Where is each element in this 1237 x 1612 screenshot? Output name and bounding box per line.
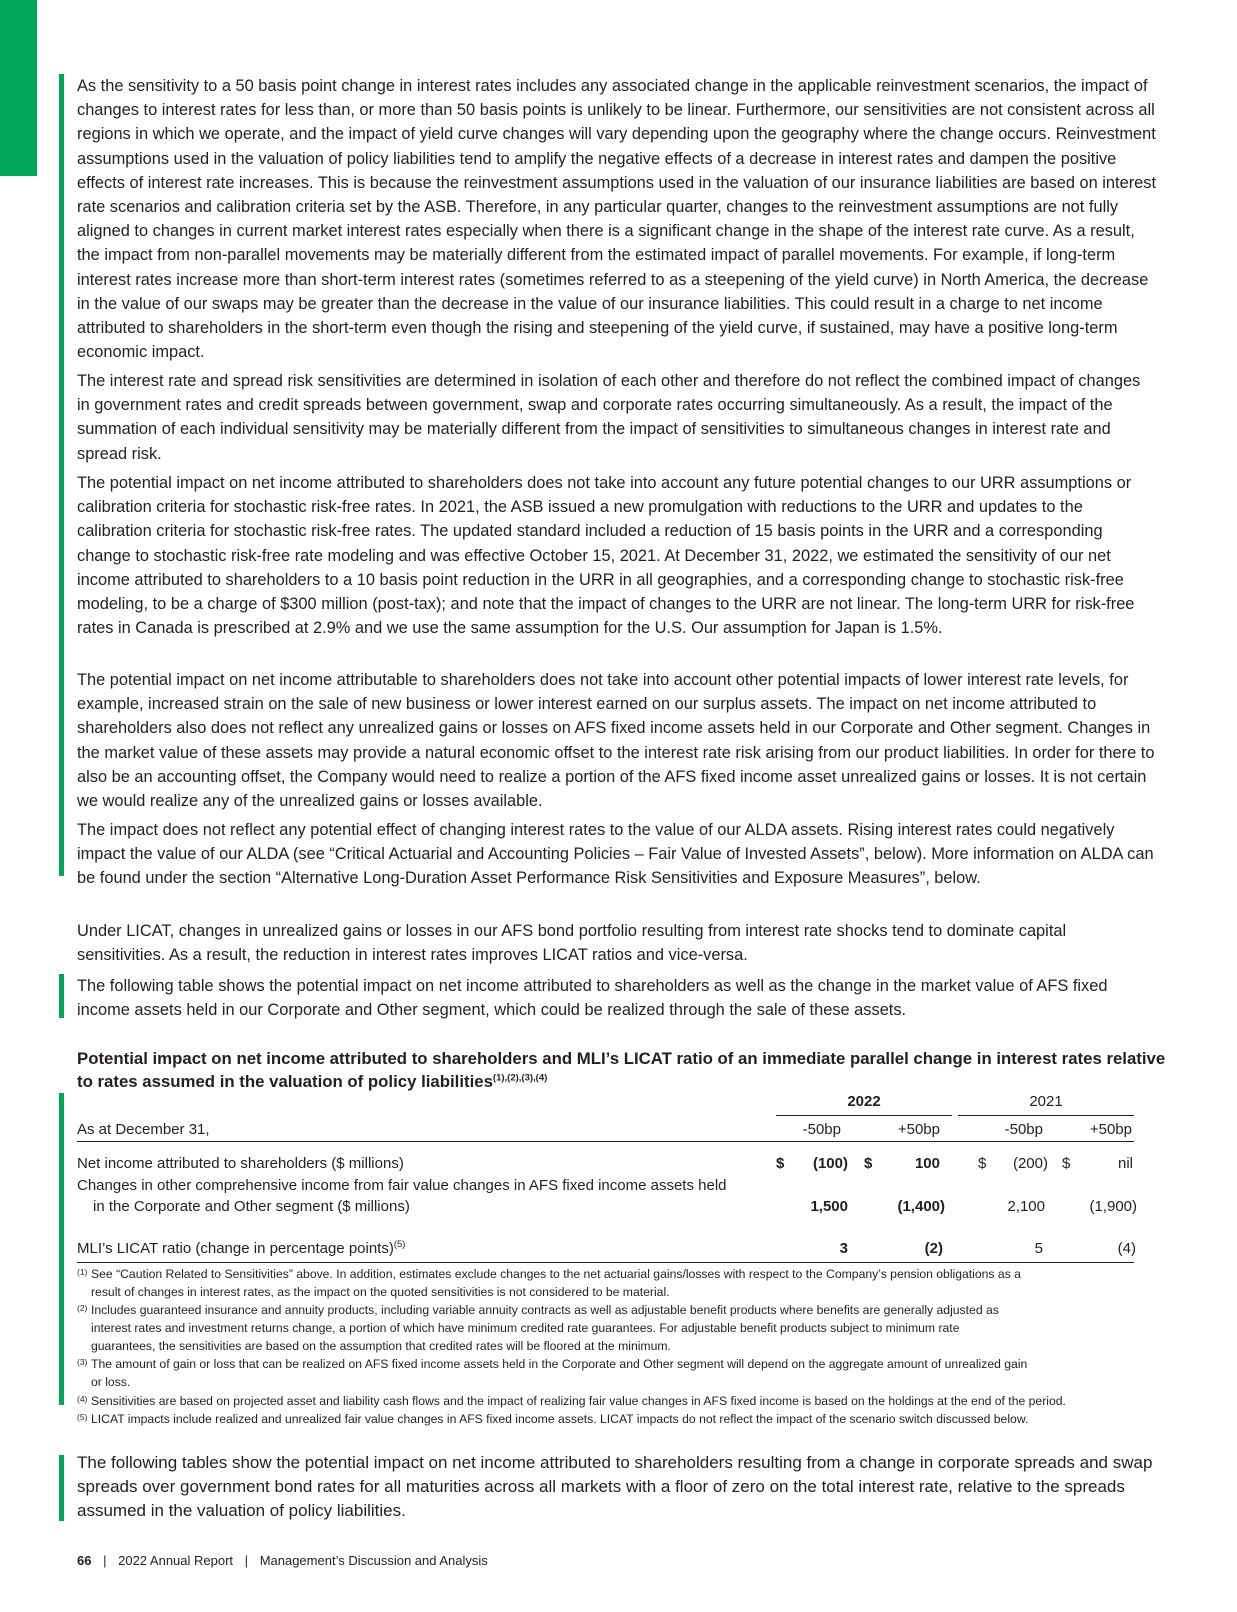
cell-2021-plus: nil [1117,1155,1133,1172]
change-bar [59,1093,64,1405]
col-header-minus-2022: -50bp [802,1121,841,1138]
row-label: Changes in other comprehensive income from fair value changes in AFS fixed income assets held [77,1177,727,1194]
cell-2021-minus: 5 [1034,1240,1043,1257]
report-title: 2022 Annual Report [118,1553,234,1568]
change-bar [59,1455,64,1521]
paragraph-lower-rates: The potential impact on net income attributable to shareholders does not take into account other potential impacts of lower interest rate levels, for example, increased strain on the sale of new business or lower interest earned on our surplus assets. The impact on net income attributed to shareholders also does not reflect any unrealized gains or losses on AFS fixed income assets held in our Corporate and Other segment. Changes in the market value of these assets may provide a natural economic offset to the interest rate risk arising from our product liabilities. In order for there to also be an accounting offset, the Company would need to realize a portion of the AFS fixed income asset unrealized gains or losses. It is not certain we would realize any of the unrealized gains or losses available. [77,671,1155,811]
currency-symbol: $ [978,1155,987,1172]
cell-2021-minus: 2,100 [1007,1198,1045,1215]
row-label-note: (5) [393,1239,406,1250]
section-title: Management’s Discussion and Analysis [259,1553,488,1568]
row-label: MLI’s LICAT ratio (change in percentage points)$^{(5)}$ [77,1239,406,1257]
rule [958,1115,1134,1116]
cell-2022-minus: 3 [839,1240,848,1257]
paragraph-licat: Under LICAT, changes in unrealized gains or losses in our AFS bond portfolio resulting from interest rate shocks tend to dominate capital sensitivities. As a result, the reduction in interest rates improves LICAT ratios and vice-versa. [77,922,1067,965]
table-title-note: (1),(2),(3),(4) [492,1071,548,1083]
table-title: Potential impact on net income attributed to shareholders and MLI’s LICAT ratio of an immediate parallel change in interest rates relative to rates assumed in the valuation of policy liabilities$^{(1),(2),(3),(4)}$ [77,1049,1166,1091]
paragraph-spreads-intro: The following tables show the potential impact on net income attributed to shareholders resulting from a change in corporate spreads and swap spreads over government bond rates for all maturities across all markets with a floor of zero on the total interest rate, relative to the spreads assumed in the valuation of policy liabilities. [77,1453,1153,1520]
cell-2022-plus: 100 [914,1155,940,1172]
footnote: (5) LICAT impacts include realized and unrealized fair value changes in AFS fixed income assets. LICAT impacts do not reflect the impact of the scenario switch discussed below. [77,1412,1029,1426]
footnote: (3) The amount of gain or loss that can be realized on AFS fixed income assets held in the Corporate and Other segment will depend on the aggregate amount of unrealized gain or loss. [77,1357,1028,1390]
cell-2022-plus: (1,400) [897,1198,945,1215]
paragraph-table-intro: The following table shows the potential impact on net income attributed to shareholders as well as the change in the market value of AFS fixed income assets held in our Corporate and Other segment, which could be realized through the sale of these assets. [77,977,1108,1020]
cell-2022-minus: 1,500 [810,1198,848,1215]
page-number: 66 [77,1553,92,1568]
col-header-plus-2022: +50bp [897,1121,940,1138]
currency-symbol: $ [864,1155,873,1172]
year-2022-header: 2022 [847,1093,881,1110]
footnote: (2) Includes guaranteed insurance and annuity products, including variable annuity contracts as well as adjustable benefit products where benefits are generally adjusted as interest rates and investment returns change, a portion of which have minimum credited rate guarantees. For adjustable benefit products subject to minimum rate guarantees, the sensitivities are based on the assumption that credited rates will be floored at the minimum. [77,1303,999,1354]
change-bar [59,974,64,1018]
paragraph-urr: The potential impact on net income attributed to shareholders does not take into account any future potential changes to our URR assumptions or calibration criteria for stochastic risk-free rates. In 2021, the ASB issued a new promulgation with reductions to the URR and updates to the calibration criteria for stochastic risk-free rates. The updated standard included a reduction of 15 basis points in the URR and a corresponding change to stochastic risk-free rate modeling and was effective October 15, 2021. At December 31, 2022, we estimated the sensitivity of our net income attributed to shareholders to a 10 basis point reduction in the URR in all geographies, and a corresponding change to stochastic risk-free modeling, to be a charge of $300 million (post-tax); and note that the impact of changes to the URR are not linear. The long-term URR for risk-free rates in Canada is prescribed at 2.9% and we use the same assumption for the U.S. Our assumption for Japan is 1.5%. [77,474,1135,638]
paragraph-isolation: The interest rate and spread risk sensitivities are determined in isolation of each other and therefore do not reflect the combined impact of changes in government rates and credit spreads between government, swap and corporate rates occurring simultaneously. As a result, the impact of the summation of each individual sensitivity may be materially different from the impact of sensitivities to simultaneous changes in interest rate and spread risk. [77,372,1141,463]
cell-2021-minus: (200) [1012,1155,1048,1172]
year-2021-header: 2021 [1029,1093,1063,1110]
cell-2021-plus: (4) [1117,1240,1136,1257]
section-color-tab [0,0,37,176]
footnote: (1) See “Caution Related to Sensitivities” above. In addition, estimates exclude changes to the net actuarial gains/losses with respect to the Company’s pension obligations as a result of changes in interest rates, as the impact on the quoted sensitivities is not considered to be material. [77,1267,1021,1300]
currency-symbol: $ [1062,1155,1071,1172]
currency-symbol: $ [776,1155,785,1172]
footer-separator: | [103,1553,107,1568]
cell-2022-plus: (2) [924,1240,943,1257]
rule [776,1115,952,1116]
as-at-label: As at December 31, [77,1121,210,1138]
page-footer [77,1553,488,1568]
paragraph-sensitivity-linearity: As the sensitivity to a 50 basis point change in interest rates includes any associated change in the applicable reinvestment scenarios, the impact of changes to interest rates for less than, or more than 50 basis points is unlikely to be linear. Furthermore, our sensitivities are not consistent across all regions in which we operate, and the impact of yield curve changes will vary depending upon the geography where the change occurs. Reinvestment assumptions used in the valuation of policy liabilities tend to amplify the negative effects of a decrease in interest rates and dampen the positive effects of interest rate increases. This is because the reinvestment assumptions used in the valuation of our insurance liabilities are based on interest rate scenarios and calibration criteria set by the ASB. Therefore, in any particular quarter, changes to the reinvestment assumptions are not fully aligned to changes in current market interest rates especially when there is a significant change in the shape of the interest rate curve. As a result, the impact from non-parallel movements may be materially different from the estimated impact of parallel movements. For example, if long-term interest rates increase more than short-term interest rates (sometimes referred to as a steepening of the yield curve) in North America, the decrease in the value of our swaps may be greater than the decrease in the value of our insurance liabilities. This could result in a charge to net income attributed to shareholders in the short-term even though the rising and steepening of the yield curve, if sustained, may have a positive long-term economic impact. [77,77,1157,362]
row-label-continued: in the Corporate and Other segment ($ millions) [93,1198,410,1215]
rule [77,1141,1134,1142]
row-label: Net income attributed to shareholders ($ millions) [77,1155,404,1172]
rule [77,1262,1134,1263]
col-header-minus-2021: -50bp [1004,1121,1043,1138]
paragraph-alda: The impact does not reflect any potential effect of changing interest rates to the value of our ALDA assets. Rising interest rates could negatively impact the value of our ALDA (see “Critical Actuarial and Accounting Policies – Fair Value of Invested Assets”, below). More information on ALDA can be found under the section “Alternative Long-Duration Asset Performance Risk Sensitivities and Exposure Measures”, below. [77,821,1154,888]
cell-2021-plus: (1,900) [1089,1198,1137,1215]
footnote: (4) Sensitivities are based on projected asset and liability cash flows and the impact of realizing fair value changes in AFS fixed income is based on the holdings at the end of the period. [77,1394,1066,1408]
footer-separator: | [244,1553,249,1568]
cell-2022-minus: (100) [812,1155,848,1172]
col-header-plus-2021: +50bp [1089,1121,1132,1138]
change-bar [59,74,64,876]
